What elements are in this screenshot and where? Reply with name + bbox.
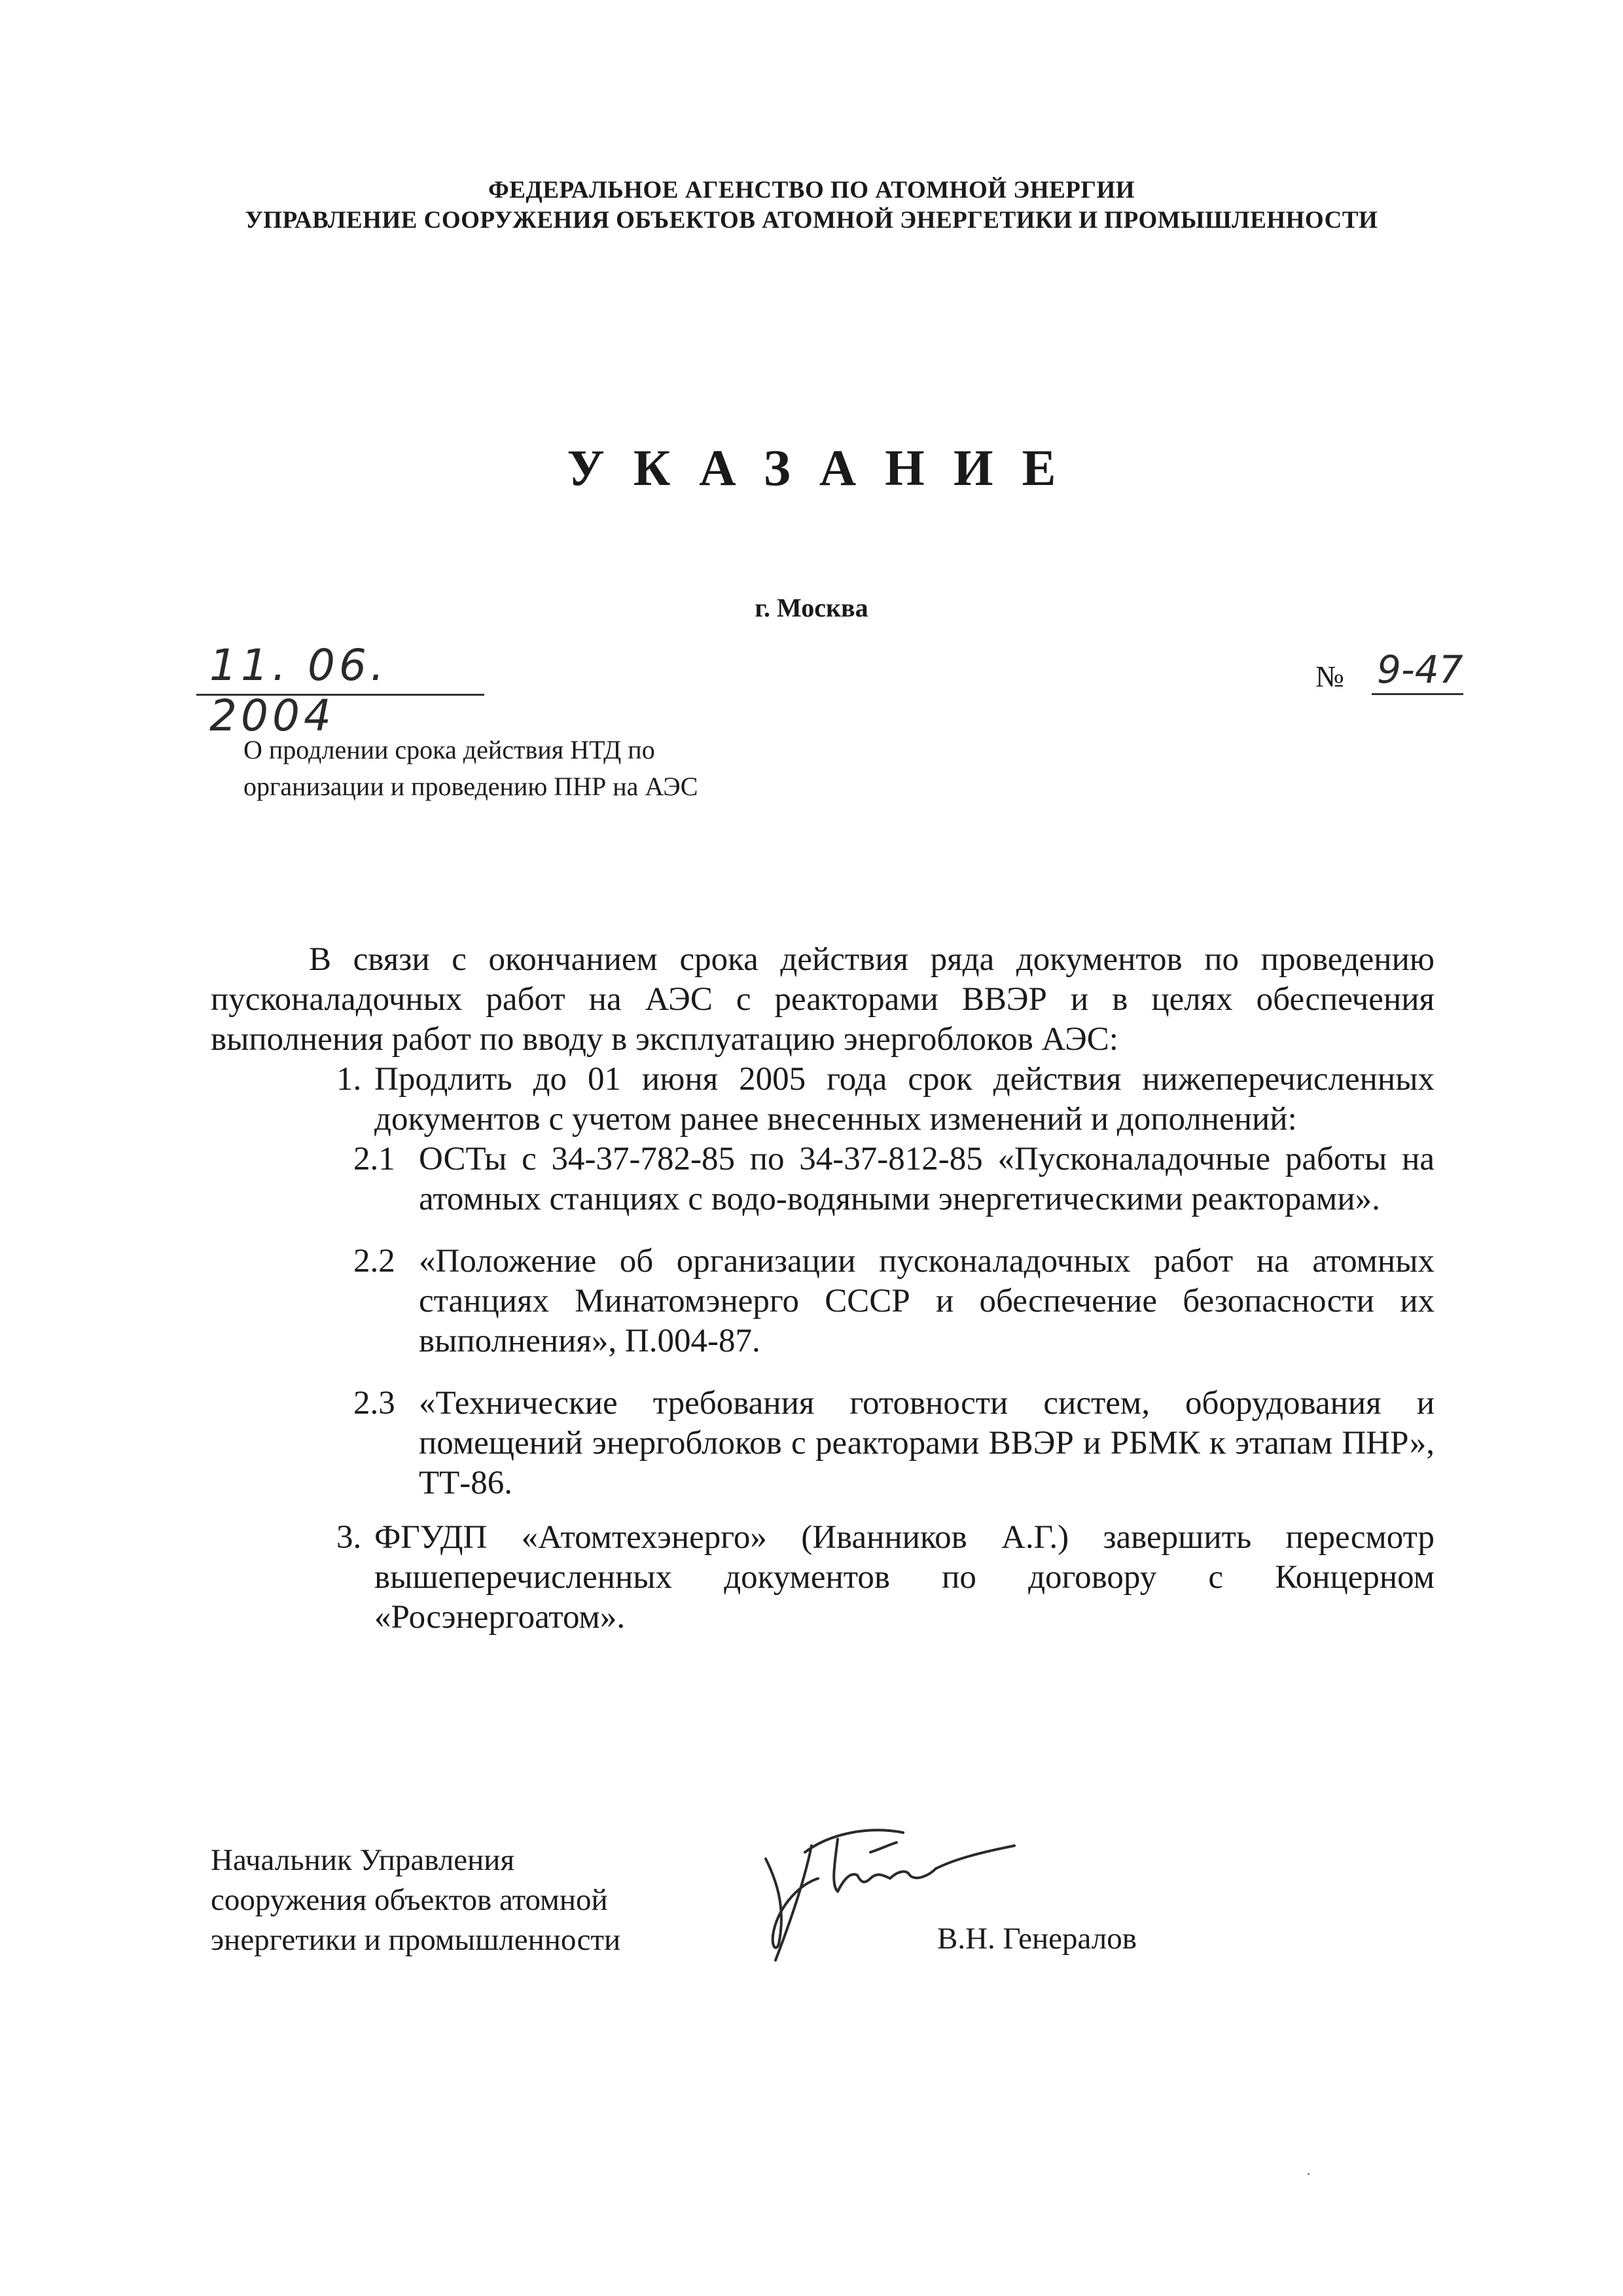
document-date-field — [196, 635, 484, 741]
scan-speck — [1308, 2173, 1310, 2175]
letterhead-agency: ФЕДЕРАЛЬНОЕ АГЕНСТВО ПО АТОМНОЙ ЭНЕРГИИ — [488, 177, 1135, 204]
document-title: УКАЗАНИЕ — [567, 439, 1085, 496]
document-number: 9-47 — [1377, 647, 1463, 692]
number-underline — [1372, 645, 1463, 695]
letterhead — [0, 175, 1623, 236]
list-item-text: «Технические требования готовности систем, оборудования и помещений энергоблоков с реакторами ВВЭР и РБМК к этапам ПНР», ТТ-86. — [419, 1385, 1435, 1501]
subject-line: организации и проведению ПНР на АЭС — [243, 772, 698, 801]
signatory-title-line: Начальник Управления — [211, 1843, 515, 1877]
number-sign: № — [1315, 660, 1344, 693]
list-item — [353, 1384, 1435, 1503]
list-item — [353, 1242, 1435, 1361]
list-item-number: 3. — [336, 1519, 362, 1556]
signatory-title-line: сооружения объектов атомной — [211, 1883, 608, 1917]
subject-line: О продлении срока действия НТД по — [243, 735, 655, 764]
document-city: г. Москва — [755, 593, 868, 622]
document-number-field — [1315, 645, 1463, 697]
list-item-number: 1. — [336, 1061, 362, 1098]
document-subject — [243, 732, 698, 805]
document-body — [211, 940, 1435, 1638]
list-item-text: Продлить до 01 июня 2005 года срок действия нижеперечисленных документов с учетом ранее внесенных изменений и дополнений: — [374, 1061, 1435, 1138]
intro-paragraph: В связи с окончанием срока действия ряда документов по проведению пусконаладочных работ на АЭС с реакторами ВВЭР и в целях обеспечения выполнения работ по вводу в эксплуатацию энергоблоков АЭС: — [211, 941, 1435, 1058]
list-item-text: «Положение об организации пусконаладочных работ на атомных станциях Минатомэнерго СССР и обеспечение безопасности их выполнения», П.004-87. — [419, 1243, 1435, 1359]
list-item-number: 2.3 — [353, 1385, 395, 1422]
signatory-name: В.Н. Генералов — [937, 1922, 1137, 1956]
list-item-number: 2.1 — [353, 1141, 395, 1177]
list-item — [336, 1518, 1435, 1638]
document-date: 11. 06. 2004 — [209, 640, 388, 741]
signatory-title — [211, 1840, 620, 1960]
list-item-number: 2.2 — [353, 1243, 395, 1280]
list-item — [336, 1060, 1435, 1139]
list-item — [353, 1139, 1435, 1219]
letterhead-department: УПРАВЛЕНИЕ СООРУЖЕНИЯ ОБЪЕКТОВ АТОМНОЙ ЭНЕРГЕТИКИ И ПРОМЫШЛЕННОСТИ — [245, 207, 1378, 234]
list-item-text: ФГУДП «Атомтехэнерго» (Иванников А.Г.) завершить пересмотр вышеперечисленных документов по договору с Концерном «Росэнергоатом». — [374, 1519, 1435, 1636]
signatory-title-line: энергетики и промышленности — [211, 1923, 621, 1957]
list-item-text: ОСТы с 34-37-782-85 по 34-37-812-85 «Пусконаладочные работы на атомных станциях с водо-водяными энергетическими реакторами». — [419, 1141, 1435, 1217]
